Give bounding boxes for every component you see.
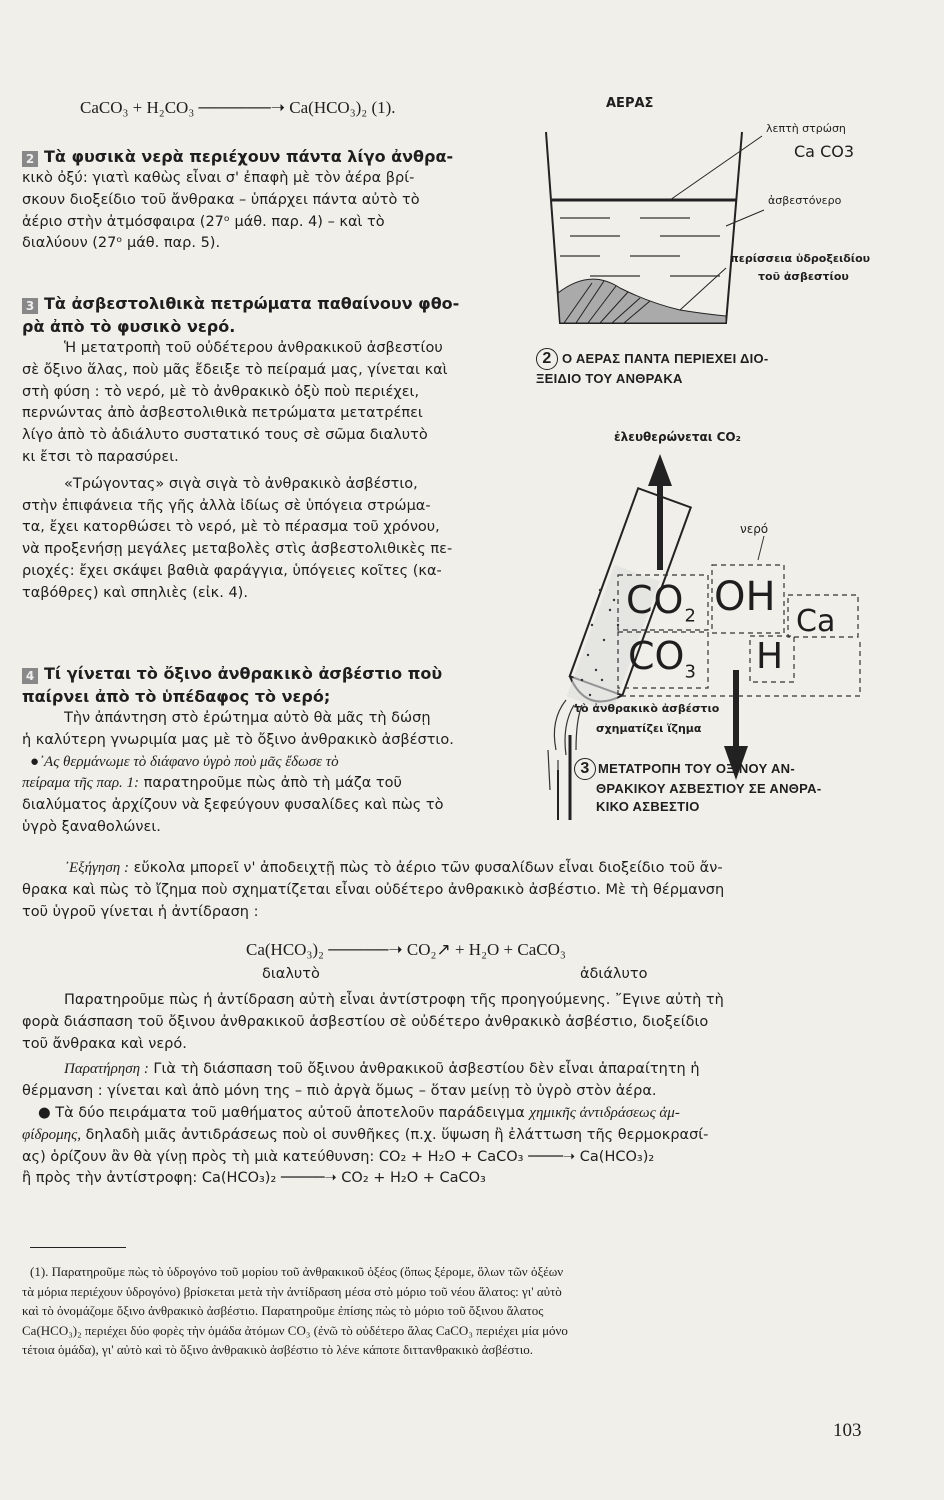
footnote-line: τὰ μόρια περιέχουν ὑδρογόνο) βρίσκεται μετὰ τὴν ἀντίδραση μέσα στὸ μόριο τοῦ νέου ἅλατος: γι' αὐτὸ [22,1283,562,1299]
paragraph-line: διαλύματος ἀρχίζουν νὰ ξεφεύγουν φυσαλίδες καὶ πὼς τὸ [22,797,444,814]
section-number: 3 [22,298,38,314]
explanation-label: ᾿Εξήγηση : [64,860,129,876]
excess-label: περίσσεια ὑδροξειδίου [730,252,871,265]
co2-formula [626,578,697,627]
caco3-label: Ca CO3 [794,142,855,161]
section-4 [22,662,522,839]
co3-text: CO [628,634,685,678]
full-width-text [22,858,922,923]
footnote-line: καὶ τὸ ὀνομάζομε ὄξινο ἀνθρακικὸ ἀσβέστιο. Παρατηροῦμε ἐπίσης πὼς τὸ μόριο τοῦ ὄξινου ἅλατος [22,1303,544,1318]
paragraph-line: ὑγρὸ ξαναθολώνει. [22,818,161,835]
up-arrow-head [648,454,672,486]
decomposition-reaction: Ca(HCO₃)₂ ─────➝ CO₂↗ + H₂O + CaCO₃ [246,940,566,959]
water-pointer [758,536,764,560]
paragraph-line: ● Τὰ δύο πειράματα τοῦ μαθήματος αὐτοῦ ἀποτελοῦν παράδειγμα [38,1104,530,1121]
section-heading: παίρνει ἀπὸ τὸ ὑπέδαφος τὸ νερό; [22,687,331,706]
figure-number: 3 [574,758,596,780]
caption-line: ΚΙΚΟ ΑΣΒΕΣΤΙΟ [596,799,700,814]
co3-formula [628,634,696,683]
footnote-line: τέτοια ὁμάδα), γι' αὐτὸ καὶ τὸ ὄξινο ἀνθρακικὸ ἀσβέστιο τὸ λένε κάποτε διττανθρακικὸ ἀσβέστιο. [22,1342,533,1357]
paragraph-line: δηλαδὴ μιᾶς ἀντιδράσεως ποὺ οἱ συνθῆκες (π.χ. ὕψωση ἢ ἐλάττωση τῆς θερμοκρασί- [80,1126,709,1143]
limewater-label: ἀσβεστόνερο [768,194,842,207]
precipitate-label: σχηματίζει ἵζημα [596,722,702,735]
paragraph-line: νὰ προξενήσῃ μεγάλες μεταβολὲς στὶς ἀσβεστολιθικὲς πε- [22,541,453,558]
h-formula: H [756,636,784,677]
co2-released-label: ἐλευθερώνεται CO₂ [614,430,741,444]
section-number: 4 [22,668,38,684]
paragraph-line: θέρμανση : γίνεται καὶ ἀπὸ μόνη της – πιὸ ἀργὰ ὅμως – ὅταν μείνῃ τὸ ὑγρὸ στὸν ἀέρα. [22,1083,657,1100]
reversible-reaction-term: φίδρομης, [22,1126,81,1143]
co2-text: CO [626,578,685,622]
section-heading: ρὰ ἀπὸ τὸ φυσικὸ νερό. [22,317,236,336]
co3-subscript: 3 [684,661,696,683]
paragraph-line: διαλύουν (27ᵒ μάθ. παρ. 5). [22,235,221,252]
paragraph-line: θρακα καὶ πὼς τὸ ἴζημα ποὺ σχηματίζεται εἶναι οὐδέτερο ἀνθρακικὸ ἀσβέστιο. Μὲ τὴ θέρμανση [22,881,725,898]
caption-line: ΞΕΙΔΙΟ ΤΟΥ ΑΝΘΡΑΚΑ [536,371,683,386]
paragraph-line: εὔκολα μπορεῖ ν' ἀποδειχτῇ πὼς τὸ ἀέριο τῶν φυσαλίδων εἶναι διοξείδιο τοῦ ἄν- [128,860,723,876]
reversible-reaction-term: χημικῆς ἀντιδράσεως ἀμ- [529,1104,680,1121]
excess-label: τοῦ ἀσβεστίου [758,270,849,283]
paragraph-line: Ἡ μετατροπὴ τοῦ οὐδέτερου ἀνθρακικοῦ ἀσβεστίου [64,340,443,356]
paragraph-line: στὴν ἐπιφάνεια τῆς γῆς ἀλλὰ ἰδίως σὲ ὑπόγεια στρώμα- [22,497,431,514]
air-label: ΑΕΡΑΣ [606,96,654,111]
experiment-text: ●᾿Ας θερμάνωμε τὸ διάφανο ὑγρὸ ποὺ μᾶς ἔδωσε τὸ [30,753,339,770]
section-heading: Τί γίνεται τὸ ὄξινο ἀνθρακικὸ ἀσβέστιο ποὺ [44,664,443,683]
figure-number: 2 [536,348,558,370]
limewater-beaker-diagram [530,118,790,343]
experiment-text: πείραμα τῆς παρ. 1: [22,775,140,792]
section-2 [22,145,522,255]
paragraph-line: ας) ὁρίζουν ἂν θὰ γίνῃ πρὸς τὴ μιὰ κατεύθυνση: CO₂ + H₂O + CaCO₃ ────➝ Ca(HCO₃)₂ [22,1148,655,1165]
paragraph-line: ἢ πρὸς τὴν ἀντίστροφη: Ca(HCO₃)₂ ─────➝ CO₂ + H₂O + CaCO₃ [22,1170,486,1187]
paragraph-line: στὴ φύση : τὸ νερό, μὲ τὸ ἀνθρακικὸ ὀξὺ ποὺ περιέχει, [22,383,420,400]
caption-line: Ο ΑΕΡΑΣ ΠΑΝΤΑ ΠΕΡΙΕΧΕΙ ΔΙΟ- [562,351,769,366]
page-number: 103 [833,1420,862,1441]
sediment [558,279,726,323]
water-lines [560,218,720,276]
section-heading: Τὰ φυσικὰ νερὰ περιέχουν πάντα λίγο ἀνθρα- [44,147,454,166]
paragraph-line: φορὰ διάσπαση τοῦ ὄξινου ἀνθρακικοῦ ἀσβεστίου σὲ οὐδέτερο ἀνθρακικὸ ἀσβέστιο, διοξείδιο [22,1013,709,1030]
co2-subscript: 2 [684,605,697,627]
paragraph-line: «Τρώγοντας» σιγὰ σιγὰ τὸ ἀνθρακικὸ ἀσβέστιο, [64,475,418,492]
paragraph-line: κι ἔτσι τὸ παρασύρει. [22,448,179,465]
leader-line [680,268,726,310]
paragraph-line: Παρατηροῦμε πὼς ἡ ἀντίδραση αὐτὴ εἶναι ἀντίστροφη τῆς προηγούμενης. ῎Εγινε αὐτὴ τὴ [64,992,724,1008]
experiment-text: παρατηροῦμε πὼς ἀπὸ τὴ μάζα τοῦ [139,775,402,792]
insoluble-label: ἀδιάλυτο [580,966,648,982]
paragraph-line: ἡ καλύτερη γνωριμία μας μὲ τὸ ὄξινο ἀνθρακικὸ ἀσβέστιο. [22,731,454,748]
paragraph-line: τα, ἔχει κατορθώσει τὸ νερό, μὲ τὸ πέρασμα τοῦ χρόνου, [22,519,440,536]
note-label: Παρατήρηση : [64,1061,149,1078]
soluble-label: διαλυτὸ [262,966,320,982]
section-3 [22,292,522,605]
paragraph-line: τοῦ ὑγροῦ γίνεται ἡ ἀντίδραση : [22,903,259,920]
top-equation: CaCO₃ + H₂CO₃ ──────➝ Ca(HCO₃)₂ (1). [80,98,396,117]
caption-line: ΘΡΑΚΙΚΟΥ ΑΣΒΕΣΤΙΟΥ ΣΕ ΑΝΘΡΑ- [596,781,822,796]
section-number: 2 [22,151,38,167]
paragraph-line: περνώντας ἀπὸ ἀσβεστολιθικὰ πετρώματα μετατρέπει [22,405,423,422]
figure-3-caption [574,758,894,816]
oh-formula: OH [714,574,776,620]
ca-formula: Ca [796,604,836,639]
paragraph-line: τοῦ ἄνθρακα καὶ νερό. [22,1035,187,1052]
paragraph-line: Γιὰ τὴ διάσπαση τοῦ ὄξινου ἀνθρακικοῦ ἀσβεστίου δὲν εἶναι ἀπαραίτητη ἡ [148,1061,700,1078]
footnote [22,1262,922,1360]
thin-layer-label: λεπτὴ στρώση [766,122,846,135]
paragraph-line: ταβόθρες) καὶ σπηλιὲς (εἰκ. 4). [22,584,248,601]
observation-text [22,990,922,1190]
paragraph-line: ἀέριο στὴν ἀτμόσφαιρα (27ᵒ μάθ. παρ. 4) – καὶ τὸ [22,213,385,230]
leader-line [670,136,762,200]
water-label: νερό [740,522,769,536]
footnote-rule [30,1247,126,1248]
caption-line: ΜΕΤΑΤΡΟΠΗ ΤΟΥ ΟΞΙΝΟΥ ΑΝ- [598,761,795,776]
paragraph-line: κικὸ ὀξύ: γιατὶ καθὼς εἶναι σ' ἐπαφὴ μὲ τὸν ἀέρα βρί- [22,170,415,186]
paragraph-line: λίγο ἀπὸ τὸ ἀδιάλυτο συστατικό τους σὲ σῶμα διαλυτὸ [22,427,428,444]
paragraph-line: σὲ ὄξινο ἅλας, ποὺ μᾶς ἔδειξε τὸ πείραμά μας, γίνεται καὶ [22,361,448,378]
paragraph-line: Τὴν ἀπάντηση στὸ ἐρώτημα αὐτὸ θὰ μᾶς τὴ δώσῃ [64,710,431,726]
footnote-line: Ca(HCO₃)₂ περιέχει δύο φορὲς τὴν ὁμάδα ἀτόμων CO₃ (ἐνῶ τὸ οὐδέτερο ἅλας CaCO₃ περιέχει μία μόνο [22,1322,568,1338]
footnote-line: (1). Παρατηροῦμε πὼς τὸ ὑδρογόνο τοῦ μορίου τοῦ ἀνθρακικοῦ ὀξέος (ὅπως ξέρομε, ὅλων τῶν ὀξέων [30,1264,564,1279]
leader-line [726,210,764,226]
figure-2-caption [536,348,876,388]
paragraph-line: σκουν διοξείδιο τοῦ ἄνθρακα – ὑπάρχει πάντα αὐτὸ τὸ [22,191,420,208]
precipitate-label: τὸ ἀνθρακικὸ ἀσβέστιο [574,702,720,715]
section-heading: Τὰ ἀσβεστολιθικὰ πετρώματα παθαίνουν φθο- [44,294,460,313]
paragraph-line: ριοχές: ἔχει σκάψει βαθιὰ φαράγγια, ὑπόγειες κοῖτες (κα- [22,562,442,579]
